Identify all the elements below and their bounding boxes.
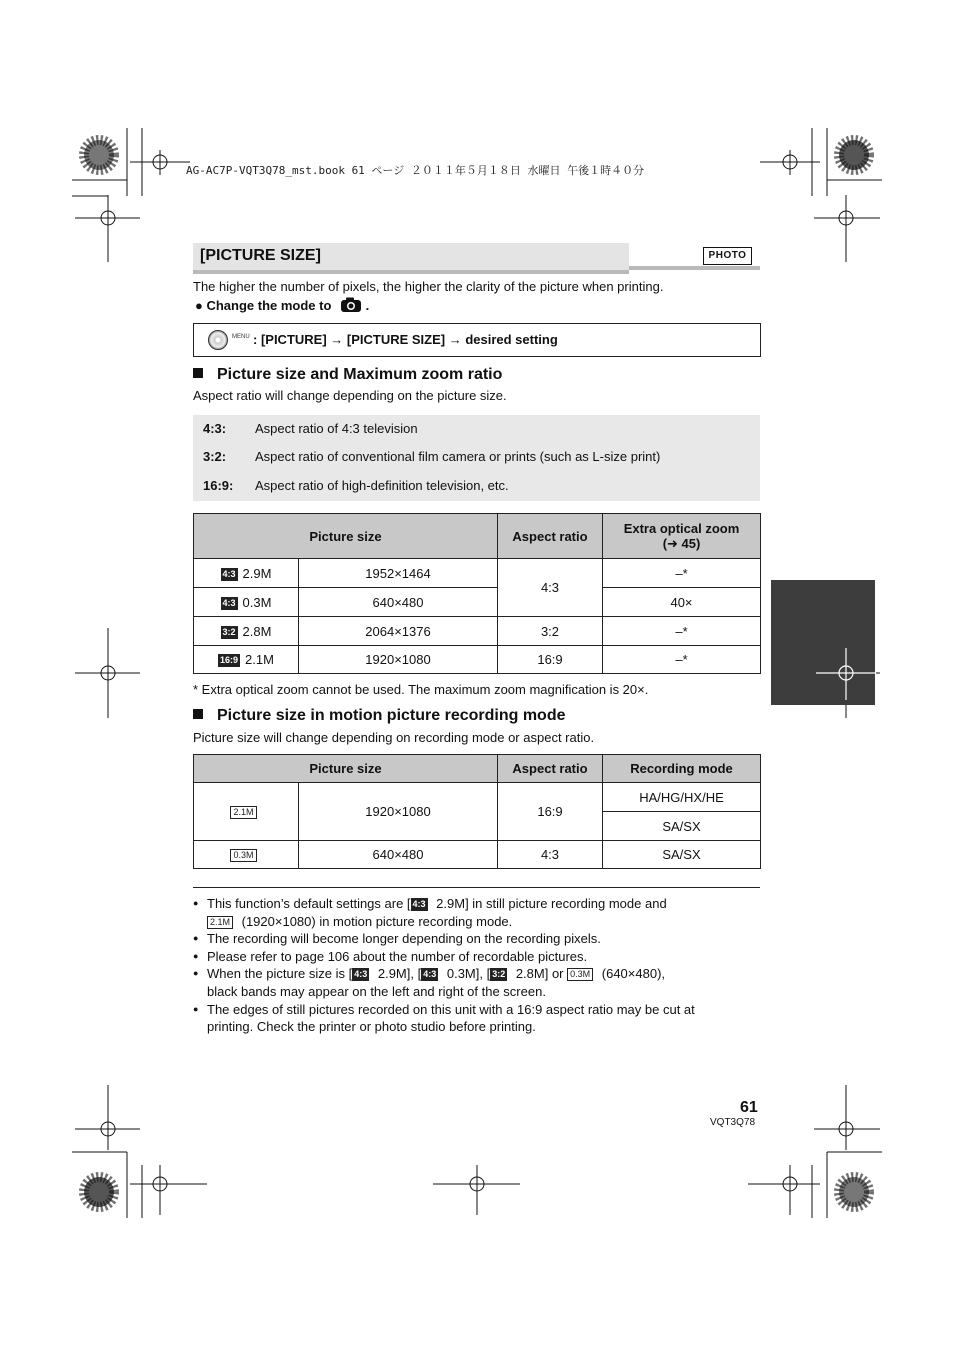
section-title-bar (193, 243, 629, 274)
zoom-footnote: * Extra optical zoom cannot be used. The maximum zoom magnification is 20×. (193, 682, 649, 697)
photo-mode-badge: PHOTO (703, 247, 752, 265)
divider (193, 887, 760, 888)
motion-size-table (193, 754, 761, 869)
table-row: 16:9 2.1M 1920×1080 16:9 –* (194, 646, 761, 674)
aspect-badge-icon: 16:9 (220, 655, 239, 665)
table-row: 2.1M 1920×1080 16:9 HA/HG/HX/HE (194, 783, 761, 812)
aspect-badge-icon: 4:3 (222, 597, 236, 608)
square-bullet-icon (193, 368, 203, 378)
col-header: Aspect ratio (498, 755, 603, 783)
menu-path: : [PICTURE] → [PICTURE SIZE] → desired setting (253, 332, 558, 347)
aspect-row: 3:2: Aspect ratio of conventional film camera or prints (such as L-size print) (203, 449, 661, 464)
chapter-side-tab (771, 580, 875, 705)
list-item: ● This function’s default settings are [ 4:3 2.9M] in still picture recording mode and 2.1M (1920×1080) in motion picture recording mode. (193, 895, 763, 930)
page-code: VQT3Q78 (710, 1117, 756, 1128)
list-item: ● The edges of still pictures recorded on this unit with a 16:9 aspect ratio may be cut at printing. Check the printer or photo studio before printing. (193, 1001, 763, 1036)
picture-size-table (193, 513, 761, 674)
list-item: ● When the picture size is [ 4:3 2.9M], [ 4:3 0.3M], [ 3:2 2.8M] or 0.3M (640×480), black bands may appear on the left and right of the screen. (193, 965, 763, 1000)
col-header: Picture size (194, 755, 498, 783)
table-row: 0.3M 640×480 4:3 SA/SX (194, 841, 761, 869)
section-title: [PICTURE SIZE] (200, 247, 321, 264)
aspect-badge-icon: 4:3 (412, 899, 426, 909)
motion-intro: Picture size will change depending on recording mode or aspect ratio. (193, 730, 595, 745)
page-number: 61 (740, 1099, 758, 1116)
table-row: SA/SX (194, 812, 761, 841)
aspect-badge-icon: 4:3 (423, 969, 437, 980)
motion-size-badge-icon: 2.1M (230, 806, 256, 819)
section-underline (629, 266, 760, 270)
aspect-badge-icon: 4:3 (354, 969, 368, 980)
menu-label: MENU (232, 334, 250, 340)
notes-list (193, 895, 763, 1036)
heading-picture-size-zoom: Picture size and Maximum zoom ratio (193, 366, 502, 384)
aspect-intro: Aspect ratio will change depending on the picture size. (193, 388, 507, 403)
aspect-ratio-box (193, 415, 760, 501)
aspect-row: 4:3: Aspect ratio of 4:3 television (203, 421, 418, 436)
print-header: AG-AC7P-VQT3Q78_mst.book 61 ページ ２０１１年５月１８日 水曜日 午後１時４０分 (186, 164, 645, 177)
motion-size-badge-icon: 0.3M (567, 968, 593, 981)
list-item: ● Please refer to page 106 about the number of recordable pictures. (193, 948, 763, 966)
table-row: 3:2 2.8M 2064×1376 3:2 –* (194, 617, 761, 646)
col-header: Recording mode (603, 755, 761, 783)
col-header: Aspect ratio (498, 514, 603, 559)
list-item: ● The recording will become longer depending on the recording pixels. (193, 930, 763, 948)
aspect-badge-icon: 3:2 (492, 969, 506, 980)
table-row: 4:3 0.3M 640×480 40× (194, 588, 761, 617)
motion-size-badge-icon: 0.3M (230, 849, 256, 862)
col-header: Picture size (194, 514, 498, 559)
mode-instruction: ● Change the mode to . (195, 298, 370, 313)
camera-icon (340, 297, 362, 313)
aspect-badge-icon: 3:2 (222, 626, 236, 637)
table-row: 4:3 2.9M 1952×1464 4:3 –* (194, 559, 761, 588)
intro-text: The higher the number of pixels, the higher the clarity of the picture when printing. (193, 279, 664, 294)
menu-path-box (193, 323, 761, 357)
aspect-row: 16:9: Aspect ratio of high-definition television, etc. (203, 478, 509, 493)
square-bullet-icon (193, 709, 203, 719)
menu-disc-icon (208, 330, 228, 350)
heading-motion-picture-size: Picture size in motion picture recording mode (193, 707, 566, 725)
motion-size-badge-icon: 2.1M (207, 916, 233, 929)
aspect-badge-icon: 4:3 (222, 568, 236, 579)
col-header: Extra optical zoom (➜ 45) (603, 514, 761, 559)
